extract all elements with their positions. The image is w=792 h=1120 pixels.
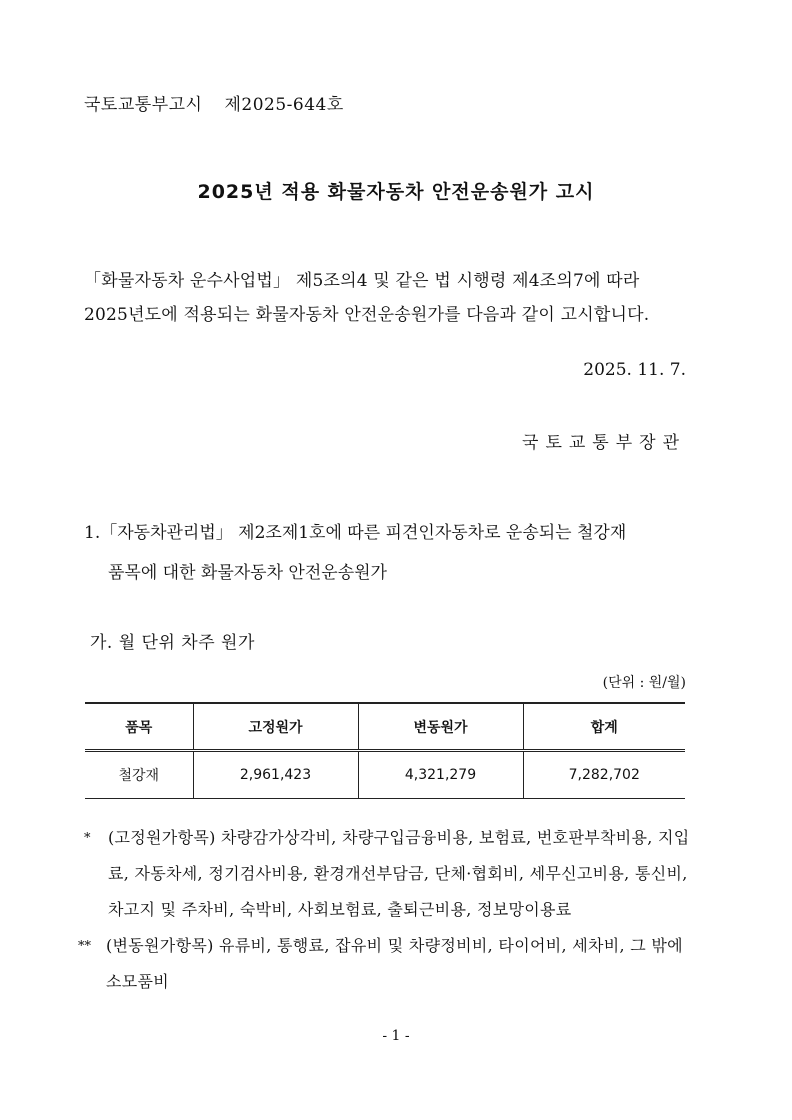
header-variable-cost: 변동원가 (358, 703, 523, 751)
note-mark: * (84, 831, 91, 846)
header-total: 합계 (523, 703, 685, 751)
unit-label: (단위 : 원/월) (602, 675, 686, 691)
header-fixed-cost: 고정원가 (193, 703, 358, 751)
notes (78, 820, 694, 1000)
cell-variable-cost: 4,321,279 (358, 751, 523, 799)
intro-line-1: 「화물자동차 운수사업법」 제5조의4 및 같은 법 시행령 제4조의7에 따라 (84, 271, 640, 291)
intro-line-2: 2025년도에 적용되는 화물자동차 안전운송원가를 다음과 같이 고시합니다. (84, 305, 650, 325)
section-1-line-2: 품목에 대한 화물자동차 안전운송원가 (108, 563, 387, 583)
notice-number-line (84, 90, 344, 115)
signatory: 국토교통부장관 (522, 433, 686, 453)
note-fixed-cost-items (84, 820, 694, 928)
note-variable-cost-items (78, 928, 694, 1000)
note-text: (고정원가항목) 차량감가상각비, 차량구입금융비용, 보험료, 번호판부착비용, 지입료, 자동차세, 정기검사비용, 환경개선부담금, 단체·협회비, 세무신고비용, 통신비, 차고지 및 주차비, 숙박비, 사회보험료, 출퇴근비용, 정보망이용료 (108, 828, 690, 919)
table-row (85, 751, 685, 799)
cell-item: 철강재 (118, 768, 160, 784)
intro-paragraph (84, 264, 649, 332)
subsection-heading: 가. 월 단위 차주 원가 (90, 633, 255, 653)
section-1-line-1: 1.「자동차관리법」 제2조제1호에 따른 피견인자동차로 운송되는 철강재 (84, 523, 627, 543)
cell-total: 7,282,702 (523, 751, 685, 799)
cost-table (85, 702, 685, 799)
note-text: (변동원가항목) 유류비, 통행료, 잡유비 및 차량정비비, 타이어비, 세차비, 그 밖에 소모품비 (106, 936, 683, 991)
notice-number: 제2025-644호 (224, 95, 344, 115)
table-header-row (85, 703, 685, 751)
cell-fixed-cost: 2,961,423 (193, 751, 358, 799)
header-item: 품목 (125, 719, 153, 736)
issuer-label: 국토교통부고시 (84, 95, 203, 115)
page-number: - 1 - (382, 1028, 410, 1044)
document-title: 2025년 적용 화물자동차 안전운송원가 고시 (197, 181, 595, 203)
section-1-heading (84, 513, 626, 593)
notice-date: 2025. 11. 7. (583, 360, 686, 380)
note-mark: ** (78, 939, 91, 954)
